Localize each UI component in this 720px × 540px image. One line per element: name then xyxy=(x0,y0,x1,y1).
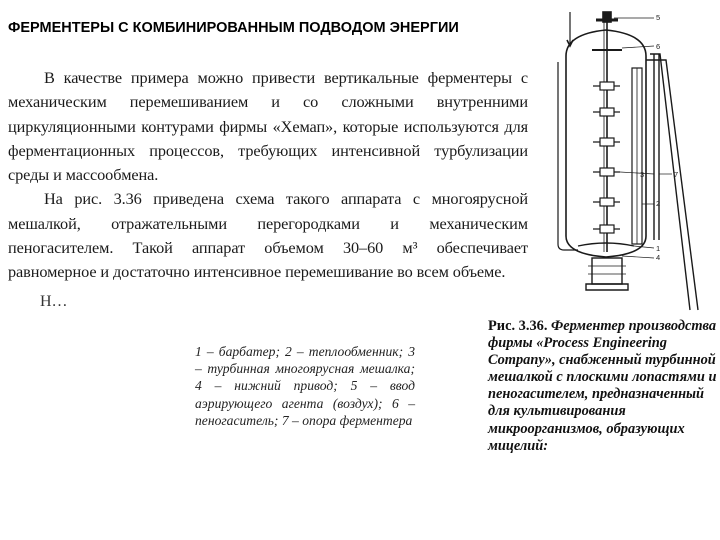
diagram-legend: 1 – барбатер; 2 – теплообменник; 3 – турбинная многоярусная мешалка; 4 – нижний привод; 5 – ввод аэрирующего агента (воздух); 6 – пеногаситель; 7 – опора ферментера xyxy=(195,344,415,428)
fermenter-diagram xyxy=(548,4,720,314)
caption-text: Ферментер производства фирмы «Process Engineering Company», снабженный турбинной мешалкой с плоскими лопастями и пеногасителем, предназначенный для культивирования микроорганизмов, образующих мицелий: xyxy=(488,318,717,454)
diagram-label-1: 1 xyxy=(656,244,661,253)
body-text-scan xyxy=(8,66,528,285)
page-title: ФЕРМЕНТЕРЫ С КОМБИНИРОВАННЫМ ПОДВОДОМ ЭНЕРГИИ xyxy=(8,20,459,36)
diagram-label-5: 5 xyxy=(656,13,661,22)
figure-caption xyxy=(488,318,720,455)
diagram-label-2: 2 xyxy=(656,199,661,208)
paragraph-1: В качестве примера можно привести вертикальные ферментеры с механическим перемешиванием и со сложными внутренними циркуляционными контурами фирмы «Хемап», которые используются для ферментационных процессов, требующих интенсивной турбулизации среды и массообмена. xyxy=(8,68,528,185)
paragraph-2: На рис. 3.36 приведена схема такого аппарата с многоярусной мешалкой, отражательными перегородками и механическим пеногасителем. Такой аппарат объемом 30–60 м³ обеспечивает равномерное и достаточно интенсивное перемешивание во всем объеме. xyxy=(8,189,528,282)
diagram-label-6: 6 xyxy=(656,42,661,51)
diagram-label-4: 4 xyxy=(656,253,661,262)
caption-figure-number: Рис. 3.36. xyxy=(488,318,548,334)
diagram-label-7: 7 xyxy=(674,170,679,179)
diagram-label-3: 3 xyxy=(640,170,645,179)
cropped-text-line: Н… xyxy=(40,293,68,310)
